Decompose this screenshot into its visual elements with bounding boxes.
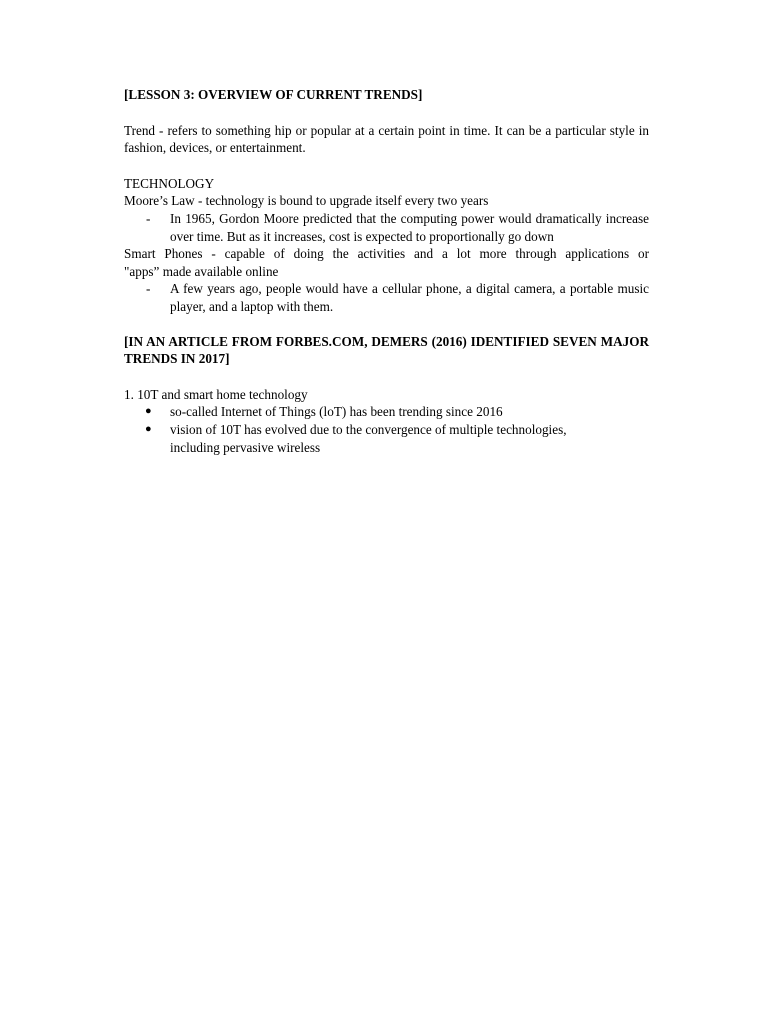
trend-item-title: 1. 10T and smart home technology (124, 386, 308, 402)
spacer (124, 368, 649, 386)
moores-detail-item (124, 210, 649, 245)
article-heading: [IN AN ARTICLE FROM FORBES.COM, DEMERS (2016) IDENTIFIED SEVEN MAJOR TRENDS IN 2017] (124, 333, 649, 367)
bullet-text: vision of 10T has evolved due to the convergence of multiple technologies, including pervasive wireless (170, 421, 567, 455)
technology-heading: TECHNOLOGY (124, 175, 215, 191)
list-item (124, 403, 649, 421)
list-item (124, 421, 649, 456)
moores-detail-text: In 1965, Gordon Moore predicted that the computing power would dramatically increase over time. But as it increases, cost is expected to proportionally go down (170, 210, 649, 244)
dash-marker: - (146, 210, 151, 226)
smart-phones-line: Smart Phones - capable of doing the activities and a lot more through applications or (124, 246, 649, 262)
dash-marker: - (146, 281, 151, 297)
document-page (124, 86, 649, 456)
bullet-text: so-called Internet of Things (loT) has been trending since 2016 (170, 404, 503, 420)
spacer (124, 104, 649, 122)
bullet-icon: ● (145, 405, 152, 418)
moores-law-line: Moore’s Law - technology is bound to upgrade itself every two years (124, 193, 489, 209)
smart-phones-detail-text: A few years ago, people would have a cellular phone, a digital camera, a portable music player, and a laptop with them. (170, 281, 649, 314)
bullet-icon: ● (145, 422, 152, 435)
lesson-title: [LESSON 3: OVERVIEW OF CURRENT TRENDS] (124, 87, 423, 102)
spacer (124, 316, 649, 333)
trend-definition: Trend - refers to something hip or popular at a certain point in time. It can be a particular style in fashion, devices, or entertainment. (124, 122, 649, 156)
smart-phones-line-continued: "apps” made available online (124, 263, 279, 279)
spacer (124, 157, 649, 175)
smart-phones-detail-item (124, 280, 649, 315)
